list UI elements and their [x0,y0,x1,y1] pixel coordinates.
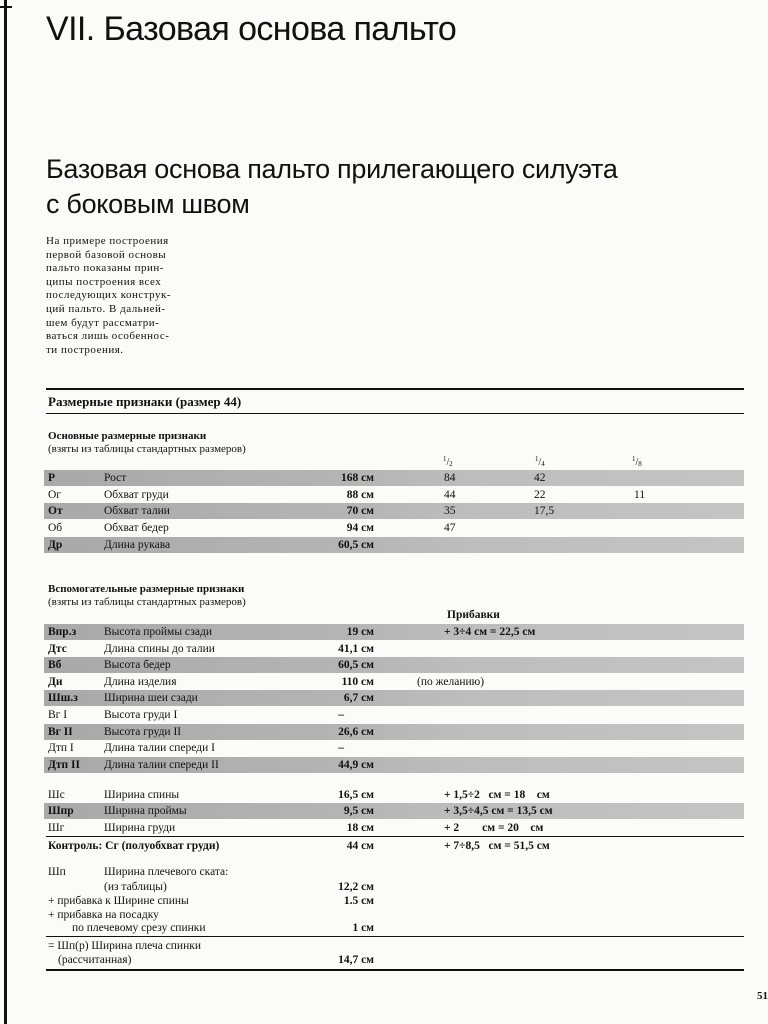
control-value: 44 см [346,840,374,852]
table-row [44,503,744,519]
measure-addition: + 3,5÷4,5 см = 13,5 см [444,805,553,817]
measure-label: Ширина проймы [104,805,187,817]
shoulder-value: 1.5 см [343,895,374,907]
basic-heading-title: Основные размерные признаки [48,430,207,442]
table-row [44,641,744,657]
measure-value: – [338,742,344,754]
measure-value: 168 см [340,472,374,484]
measure-code: Шг [48,822,65,834]
measure-value: 16,5 см [338,789,374,801]
shoulder-result-label: = Шп(р) Ширина плеча спинки [48,940,201,952]
intro-line: первой базовой основы [46,248,167,261]
measure-label: Ширина груди [104,822,176,834]
measure-code: Впр.з [48,626,77,638]
table-row [44,690,744,706]
measure-label: Длина талии спереди I [104,742,215,754]
binding-line [4,0,7,1024]
measure-code: Шс [48,789,65,801]
intro-paragraph [46,235,216,357]
aux-heading [48,583,246,609]
shoulder-row [44,920,744,936]
divider [46,413,744,414]
measure-value: 60,5 см [338,659,374,671]
intro-line: пальто показаны прин- [46,262,164,275]
shoulder-value: 12,2 см [338,881,374,893]
table-row [44,657,744,673]
measure-value: 60,5 см [338,539,374,551]
measure-value: 9,5 см [343,805,374,817]
fraction-quarter: $^1/_4$ [535,455,545,468]
measure-value: 19 см [346,626,374,638]
measure-label: Высота бедер [104,659,171,671]
measure-half: 84 [444,472,456,484]
table-row [44,624,744,640]
divider [46,969,744,971]
intro-line: ций пальто. В дальней- [46,302,166,315]
shoulder-code: Шп [48,866,66,878]
measure-eighth: 11 [634,489,646,501]
measure-label: Высота груди I [104,709,178,721]
measure-value: 70 см [346,505,374,517]
measure-code: От [48,505,63,517]
table-row [44,757,744,773]
fraction-eighth: $^1/_8$ [632,455,642,468]
aux-heading-title: Вспомогательные размерные признаки [48,583,245,595]
measure-label: Длина талии спереди II [104,759,219,771]
shoulder-result-row [44,952,744,968]
measure-code: Вг II [48,726,73,738]
intro-line: ваться лишь особеннос- [46,330,170,343]
measure-value: 41,1 см [338,643,374,655]
basic-heading-note: (взяты из таблицы стандартных размеров) [48,443,246,455]
measure-code: Вб [48,659,62,671]
table-row [44,820,744,836]
aux-heading-note: (взяты из таблицы стандартных размеров) [48,596,246,608]
measure-label: Длина рукава [104,539,171,551]
measure-note: (по желанию) [417,676,485,688]
measure-quarter: 42 [534,472,546,484]
measure-label: Обхват бедер [104,522,169,534]
measure-code: Дтс [48,643,67,655]
measure-label: Длина изделия [104,676,177,688]
measure-addition: + 1,5÷2 см = 18 см [444,789,550,801]
measure-quarter: 17,5 [534,505,555,517]
table-row [44,470,744,486]
table-row [44,803,744,819]
measure-label: Обхват груди [104,489,169,501]
measure-code: Др [48,539,63,551]
measure-code: Дтп I [48,742,74,754]
measure-half: 44 [444,489,456,501]
measure-label: Обхват талии [104,505,170,517]
divider [46,836,744,837]
measure-value: 18 см [346,822,374,834]
table-row [44,787,744,803]
control-row [44,838,744,854]
shoulder-result-label: (рассчитанная) [58,954,132,966]
measure-code: Вг I [48,709,68,721]
table-row [44,520,744,536]
measure-label: Высота проймы сзади [104,626,212,638]
table-row [44,537,744,553]
measure-code: Об [48,522,63,534]
measure-label: Рост [104,472,127,484]
binding-hook [0,0,12,8]
measure-addition: + 3÷4 см = 22,5 см [444,626,536,638]
control-label: Контроль: Сг (полуобхват груди) [48,840,220,852]
measure-quarter: 22 [534,489,546,501]
subtitle-line: Базовая основа пальто прилегающего силуэта [46,154,618,184]
intro-line: ципы построения всех [46,275,162,288]
shoulder-label: + прибавка на посадку [48,909,159,921]
shoulder-row [44,864,744,880]
table-row [44,740,744,756]
table-row [44,674,744,690]
subtitle [46,152,726,222]
subtitle-line: с боковым швом [46,189,250,219]
divider [46,388,744,390]
measure-value: 44,9 см [338,759,374,771]
measure-code: Ди [48,676,63,688]
measure-label: Высота груди II [104,726,182,738]
measure-value: 6,7 см [343,692,374,704]
intro-line: На примере построения [46,235,169,247]
intro-line: последующих конструк- [46,289,172,302]
additions-label: Прибавки [447,609,500,621]
measure-label: Длина спины до талии [104,643,215,655]
measure-code: Р [48,472,56,484]
measure-half: 35 [444,505,456,517]
measure-code: Ог [48,489,62,501]
shoulder-label: Ширина плечевого ската: [104,866,229,878]
fraction-half: $^1/_2$ [443,455,453,468]
section-heading: Размерные признаки (размер 44) [48,394,242,409]
intro-line: ти построения. [46,343,124,356]
table-row [44,707,744,723]
basic-heading [48,430,246,456]
table-row [44,724,744,740]
chapter-title: VII. Базовая основа пальто [46,10,457,48]
measure-value: – [338,709,344,721]
shoulder-label: + прибавка к Ширине спины [48,895,189,907]
measure-addition: + 2 см = 20 см [444,822,544,834]
shoulder-label: по плечевому срезу спинки [72,922,206,934]
measure-code: Дтп II [48,759,81,771]
table-row [44,487,744,503]
control-addition: + 7÷8,5 см = 51,5 см [444,840,550,852]
shoulder-value: 1 см [352,922,374,934]
measure-value: 88 см [346,489,374,501]
page-number: 51 [757,990,768,1002]
intro-line: шем будут рассматри- [46,316,160,329]
measure-value: 26,6 см [338,726,374,738]
measure-code: Шш.з [48,692,78,704]
measure-label: Ширина спины [104,789,180,801]
divider [46,936,744,937]
shoulder-result-value: 14,7 см [338,954,374,966]
measure-half: 47 [444,522,456,534]
shoulder-label: (из таблицы) [104,881,167,893]
measure-label: Ширина шеи сзади [104,692,198,704]
measure-code: Шпр [48,805,74,817]
measure-value: 94 см [346,522,374,534]
measure-value: 110 см [341,676,374,688]
